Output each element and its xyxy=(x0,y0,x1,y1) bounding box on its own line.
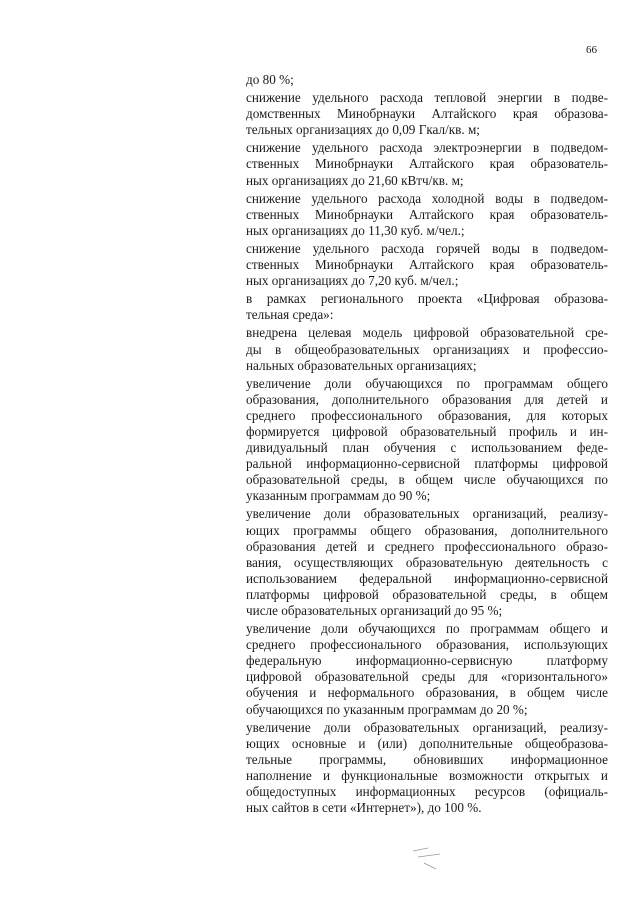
paragraph-line: ных организациях до 21,60 кВтч/кв. м; xyxy=(246,172,464,188)
paragraph-line: ственных Минобрнауки Алтайского края образователь- xyxy=(246,257,608,273)
paragraph xyxy=(246,241,608,289)
paragraph-line: ных организациях до 7,20 куб. м/чел.; xyxy=(246,273,459,289)
paragraph-line: наполнение и функциональные возможности открытых и xyxy=(246,767,608,783)
paragraph-line: ных сайтов в сети «Интернет»), до 100 %. xyxy=(246,800,482,816)
paragraph-line: числе образовательных организаций до 95 %; xyxy=(246,603,503,618)
paragraph-line: ющих основные и (или) дополнительные общеобразова- xyxy=(246,735,608,751)
paragraph-line: общедоступных информационных ресурсов (официаль- xyxy=(246,784,608,800)
paragraph xyxy=(246,325,608,373)
paragraph-line: вания, осуществляющих образовательную деятельность с xyxy=(246,554,608,570)
paragraph xyxy=(246,506,608,619)
paragraph xyxy=(246,621,608,718)
paragraph-line: формируется цифровой образовательный профиль и ин- xyxy=(246,423,608,439)
paragraph-line: ственных Минобрнауки Алтайского края образователь- xyxy=(246,206,608,222)
paragraph-line: увеличение доли образовательных организаций, реализу- xyxy=(246,506,608,522)
paragraph-line: ственных Минобрнауки Алтайского края образователь- xyxy=(246,156,608,172)
paragraph xyxy=(246,720,608,817)
paragraph-line: в рамках регионального проекта «Цифровая образова- xyxy=(246,291,608,307)
paragraph-line: использованием федеральной информационно-сервисной xyxy=(246,570,608,586)
paragraph-line: образования, дополнительного образования для детей и xyxy=(246,391,608,407)
paragraph-line: увеличение доли образовательных организаций, реализу- xyxy=(246,719,608,735)
paragraph-line: тельная среда»: xyxy=(246,307,334,323)
paragraph-line: образовательной среды, в общем числе обучающихся по xyxy=(246,472,608,488)
document-body xyxy=(246,72,608,818)
paragraph-line: ющих программы общего образования, дополнительного xyxy=(246,522,608,538)
paragraph-line: до 80 %; xyxy=(246,72,294,87)
paragraph-line: тельные программы, обновивших информационное xyxy=(246,751,608,767)
paragraph-line: снижение удельного расхода тепловой энергии в подве- xyxy=(246,90,608,106)
paragraph xyxy=(246,291,608,323)
paragraph-gap xyxy=(246,816,608,818)
paragraph-line: снижение удельного расхода горячей воды в подведом- xyxy=(246,240,608,256)
paragraph-line: цифровой образовательной среды для «горизонтального» xyxy=(246,669,608,685)
paragraph-line: федеральную информационно-сервисную платформу xyxy=(246,653,608,669)
paragraph-line: указанным программам до 90 %; xyxy=(246,488,431,504)
paragraph-line: среднего профессионального образования, для которых xyxy=(246,407,608,423)
paragraph xyxy=(246,72,608,88)
paragraph-line: обучающихся по указанным программам до 20 %; xyxy=(246,701,528,717)
paragraph xyxy=(246,90,608,138)
paragraph-line: снижение удельного расхода холодной воды в подведом- xyxy=(246,190,608,206)
paragraph-line: ды в общеобразовательных организациях и профессио- xyxy=(246,341,608,357)
paragraph-line: домственных Минобрнауки Алтайского края образова- xyxy=(246,106,608,122)
paragraph-line: ных организациях до 11,30 куб. м/чел.; xyxy=(246,222,465,238)
paragraph-line: снижение удельного расхода электроэнергии в подведом- xyxy=(246,140,608,156)
paragraph xyxy=(246,140,608,188)
paragraph-line: ральной информационно-сервисной платформы цифровой xyxy=(246,456,608,472)
paragraph-line: среднего профессионального образования, использующих xyxy=(246,637,608,653)
paragraph-line: дивидуальный план обучения с использованием феде- xyxy=(246,440,608,456)
paragraph xyxy=(246,191,608,239)
paragraph-line: увеличение доли обучающихся по программам общего и xyxy=(246,621,608,637)
paragraph-line: образования детей и среднего профессионального образо- xyxy=(246,538,608,554)
pen-mark xyxy=(410,845,450,873)
page-number: 66 xyxy=(586,44,597,56)
paragraph-line: обучения и неформального образования, в общем числе xyxy=(246,685,608,701)
paragraph-line: увеличение доли обучающихся по программам общего xyxy=(246,375,608,391)
paragraph-line: нальных образовательных организациях; xyxy=(246,357,477,373)
paragraph-line: тельных организациях до 0,09 Гкал/кв. м; xyxy=(246,122,480,138)
paragraph-line: платформы цифровой образовательной среды, в общем xyxy=(246,586,608,602)
paragraph xyxy=(246,376,608,505)
paragraph-line: внедрена целевая модель цифровой образовательной сре- xyxy=(246,325,608,341)
